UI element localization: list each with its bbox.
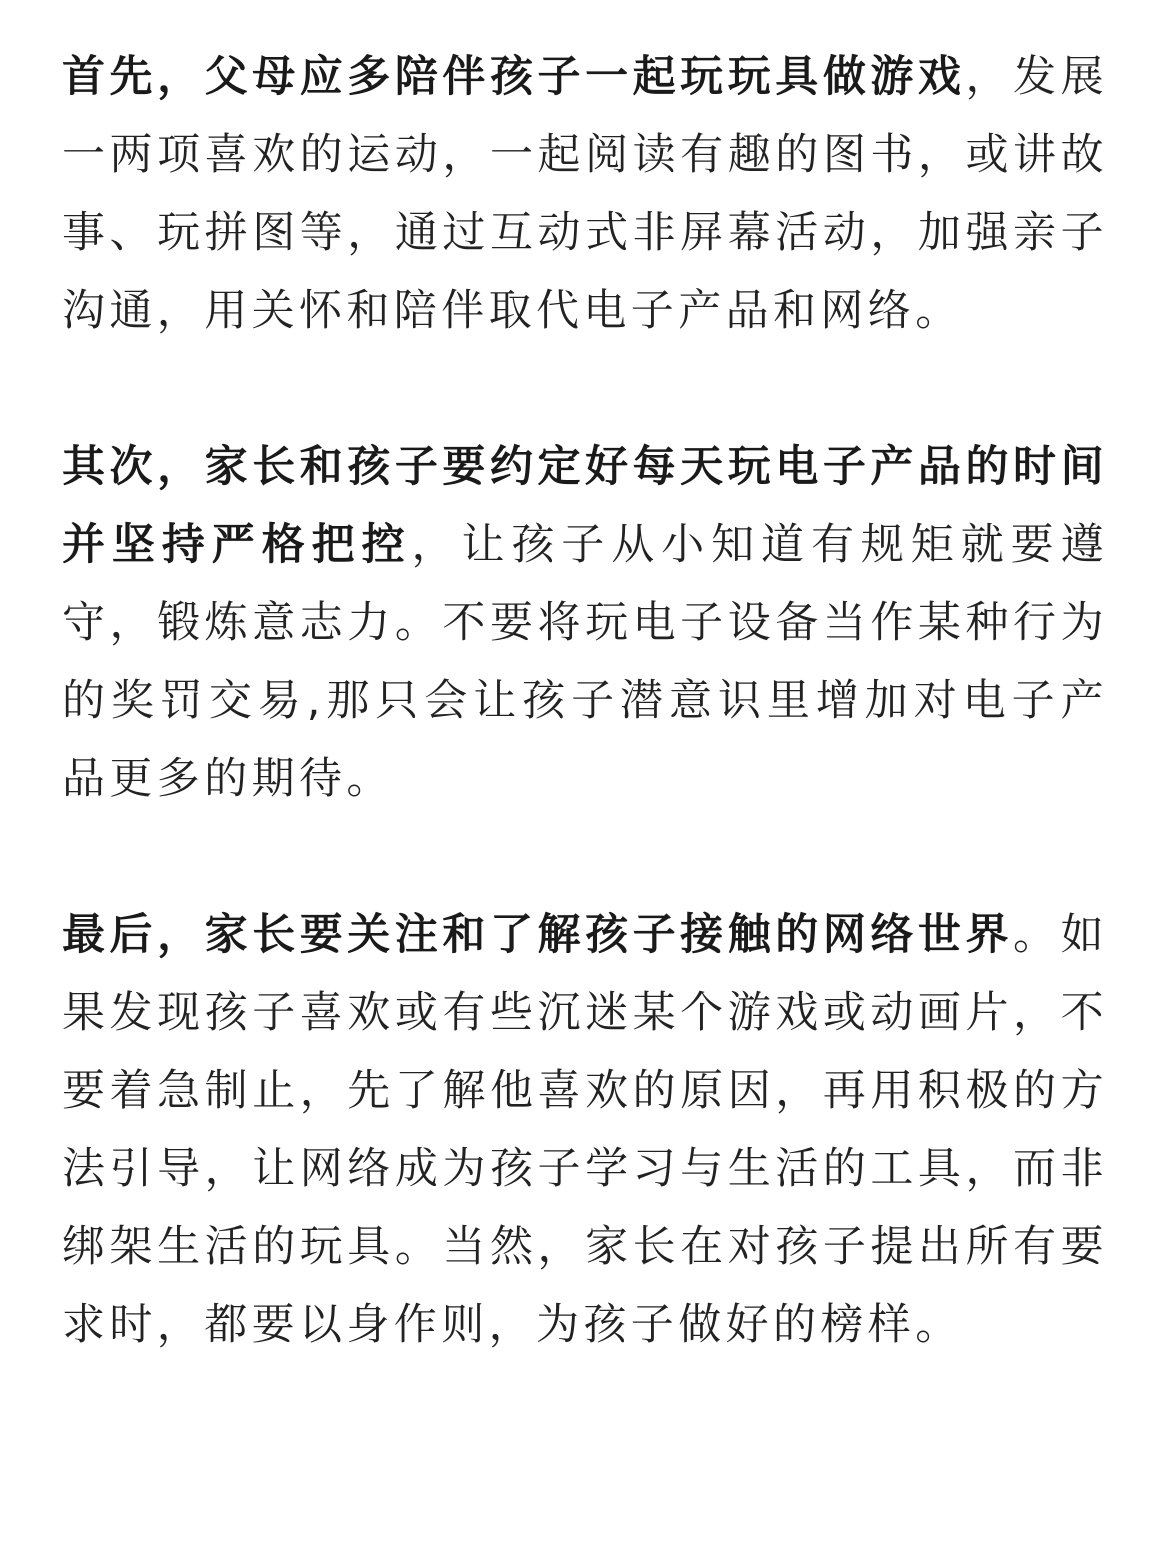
paragraph-body-text: ，让孩子从小知道有规矩就要遵守，锻炼意志力。不要将玩电子设备当作某种行为的奖罚交易,那只会让孩子潜意识里增加对电子产品更多的期待。 bbox=[62, 520, 1108, 804]
paragraph-third bbox=[62, 896, 1108, 1364]
paragraph-lead-text: 最后，家长要关注和了解孩子接触的网络世界 bbox=[62, 910, 1014, 960]
paragraph-lead-text: 首先，父母应多陪伴孩子一起玩玩具做游戏 bbox=[62, 52, 966, 102]
paragraph-second bbox=[62, 428, 1108, 818]
paragraph-first bbox=[62, 38, 1108, 350]
paragraph-lead-text: 其次，家长和孩子要约定好每天玩电子产品的时间并坚持严格把控 bbox=[62, 442, 1108, 570]
article-body bbox=[62, 38, 1108, 1364]
paragraph-body-text: 。如果发现孩子喜欢或有些沉迷某个游戏或动画片，不要着急制止，先了解他喜欢的原因，再用积极的方法引导，让网络成为孩子学习与生活的工具，而非绑架生活的玩具。当然，家长在对孩子提出所有要求时，都要以身作则，为孩子做好的榜样。 bbox=[62, 910, 1108, 1350]
paragraph-body-text: ，发展一两项喜欢的运动，一起阅读有趣的图书，或讲故事、玩拼图等，通过互动式非屏幕活动，加强亲子沟通，用关怀和陪伴取代电子产品和网络。 bbox=[62, 52, 1108, 336]
